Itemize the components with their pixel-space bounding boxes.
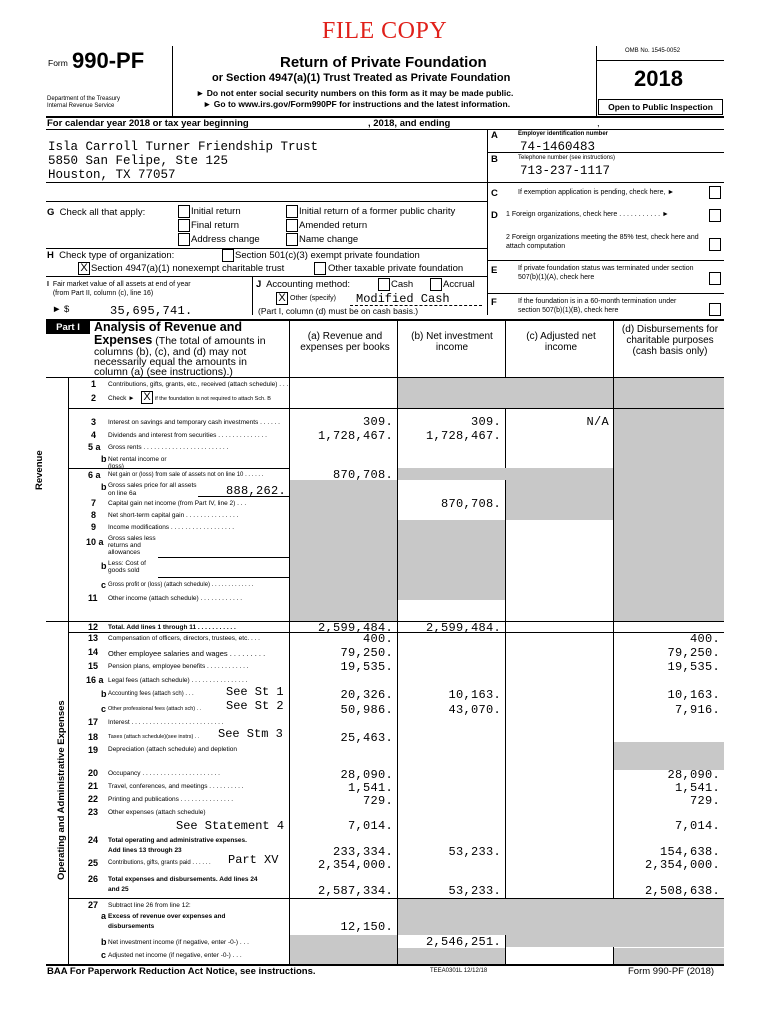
omb-number: OMB No. 1545-0052 <box>625 48 681 54</box>
part-1-desc-4: column (a) (see instructions).) <box>94 366 233 378</box>
line-26-col-d: 2,508,638. <box>644 884 720 898</box>
line-16c-col-a: 50,986. <box>340 703 393 717</box>
line-3-col-a: 309. <box>362 415 393 429</box>
cash-label: Cash <box>391 279 414 290</box>
line-24-col-b: 53,233. <box>448 845 501 859</box>
d1-checkbox[interactable] <box>709 209 721 222</box>
line-18-ref: See Stm 3 <box>218 727 283 741</box>
phone-value: 713-237-1117 <box>520 164 611 178</box>
calendar-year-label: For calendar year 2018 or tax year beginning <box>47 118 249 129</box>
other-method-value: Modified Cash <box>356 292 450 306</box>
line-16a: Legal fees (attach schedule) . . . . . . . . . . . . . . . . <box>108 677 248 684</box>
line-27b-col-b: 2,546,251. <box>425 935 501 949</box>
accrual-label: Accrual <box>443 279 475 290</box>
note-ssn: ► Do not enter social security numbers on this form as it may be made public. <box>196 88 514 98</box>
line-4: Dividends and interest from securities . . . . . . . . . . . . . . <box>108 432 267 439</box>
line-20-col-a: 28,090. <box>340 768 393 782</box>
d2-checkbox[interactable] <box>709 238 721 251</box>
line-16b-ref: See St 1 <box>226 685 284 699</box>
line-26-col-a: 2,587,334. <box>317 884 393 898</box>
line-24: Total operating and administrative expenses. Add lines 13 through 23 <box>108 837 247 854</box>
j-label: J Accounting method: <box>256 279 351 290</box>
line-14-col-d: 79,250. <box>667 646 720 660</box>
line-16c-col-d: 7,916. <box>674 703 720 717</box>
line-6a: Net gain or (loss) from sale of assets not on line 10 . . . . . . <box>108 472 264 478</box>
e-label: If private foundation status was terminated under section 507(b)(1)(A), check here <box>518 265 694 281</box>
line-27: Subtract line 26 from line 12: <box>108 902 191 909</box>
part-1-desc-3: necessarily equal the amounts in <box>94 356 247 368</box>
line-6b: Gross sales price for all assets on line 6a <box>108 482 197 497</box>
address-change-checkbox[interactable] <box>178 233 190 246</box>
line-22: Printing and publications . . . . . . . . . . . . . . . <box>108 796 234 803</box>
line-3: Interest on savings and temporary cash investments . . . . . . <box>108 419 280 426</box>
org-city: Houston, TX 77057 <box>48 168 176 182</box>
cash-checkbox[interactable] <box>378 278 390 291</box>
side-revenue-label: Revenue <box>34 450 45 490</box>
phone-label: Telephone number (see instructions) <box>518 155 616 161</box>
line-10a: Gross sales less returns and allowances <box>108 535 156 556</box>
address-change-label: Address change <box>191 234 260 245</box>
other-taxable-label: Other taxable private foundation <box>328 263 464 274</box>
line-12: Total. Add lines 1 through 11 . . . . . . . . . . . <box>108 624 236 631</box>
line-21-col-d: 1,541. <box>674 781 720 795</box>
line-16b-col-d: 10,163. <box>667 688 720 702</box>
form-number: 990-PF <box>72 48 145 73</box>
note-irs-link: ► Go to www.irs.gov/Form990PF for instructions and the latest information. <box>203 99 511 109</box>
accrual-checkbox[interactable] <box>430 278 442 291</box>
line-18: Taxes (attach schedule)(see instrs) . . <box>108 734 200 740</box>
open-to-public: Open to Public Inspection <box>598 99 723 115</box>
form-word: Form <box>48 58 68 68</box>
other-method-checkbox[interactable]: X <box>276 292 288 305</box>
side-expenses-label: Operating and Administrative Expenses <box>56 700 67 880</box>
i-label: I Fair market value of all assets at end of year (from Part II, column (c), line 16) <box>47 281 191 297</box>
d2-label: 2 Foreign organizations meeting the 85% test, check here and attach computation <box>506 234 699 250</box>
col-a-header: (a) Revenue and expenses per books <box>300 331 390 353</box>
line-25: Contributions, gifts, grants paid . . . . . . <box>108 860 211 866</box>
line-20-col-d: 28,090. <box>667 768 720 782</box>
line-26: Total expenses and disbursements. Add lines 24 and 25 <box>108 876 258 893</box>
f-checkbox[interactable] <box>709 303 721 316</box>
line-27b: Net investment income (if negative, enter -0-) . . . <box>108 939 249 946</box>
org-name: Isla Carroll Turner Friendship Trust <box>48 140 319 154</box>
tax-year: 2018 <box>634 66 683 91</box>
line-18-col-a: 25,463. <box>340 731 393 745</box>
initial-return-checkbox[interactable] <box>178 205 190 218</box>
dept-irs: Internal Revenue Service <box>47 103 115 109</box>
line-2-check: Check ► <box>108 395 135 402</box>
line-21-col-a: 1,541. <box>347 781 393 795</box>
line-20: Occupancy . . . . . . . . . . . . . . . . . . . . . . <box>108 770 220 777</box>
part-1-title: Analysis of Revenue and <box>94 320 242 334</box>
501c3-checkbox[interactable] <box>222 249 234 262</box>
line-10c: Gross profit or (loss) (attach schedule) . . . . . . . . . . . . . <box>108 582 254 588</box>
501c3-label: Section 501(c)(3) exempt private foundation <box>235 250 420 261</box>
fair-market-value: 35,695,741. <box>110 304 193 318</box>
col-b-header: (b) Net investment income <box>411 331 493 353</box>
line-7-col-b: 870,708. <box>440 497 501 511</box>
line-13-col-d: 400. <box>689 632 720 646</box>
line-23: Other expenses (attach schedule) <box>108 809 206 816</box>
other-taxable-checkbox[interactable] <box>314 262 326 275</box>
line-14-col-a: 79,250. <box>340 646 393 660</box>
line-22-col-a: 729. <box>362 794 393 808</box>
col-c-header: (c) Adjusted net income <box>526 331 596 353</box>
line-27a-col-a: 12,150. <box>340 920 393 934</box>
h-label: H Check type of organization: <box>47 250 175 261</box>
ein-label: Employer identification number <box>518 131 609 137</box>
line-13: Compensation of officers, directors, trustees, etc. . . . <box>108 635 260 642</box>
line-19: Depreciation (attach schedule) and depletion <box>108 746 238 753</box>
line-25-ref: Part XV <box>228 853 279 867</box>
line-10b: Less: Cost of goods sold <box>108 560 146 574</box>
line-16c: Other professional fees (attach sch) . . <box>108 706 202 712</box>
line-11: Other income (attach schedule) . . . . . . . . . . . . <box>108 595 243 602</box>
c-label: If exemption application is pending, check here, ► <box>518 189 675 196</box>
line-23-ref: See Statement 4 <box>176 819 285 833</box>
d1-label: 1 Foreign organizations, check here . . . . . . . . . . . ► <box>506 211 669 218</box>
line-26-col-b: 53,233. <box>448 884 501 898</box>
line-12-col-a: 2,599,484. <box>317 621 393 635</box>
file-copy-stamp: FILE COPY <box>322 18 448 44</box>
line-25-col-a: 2,354,000. <box>317 858 393 872</box>
line-1: Contributions, gifts, grants, etc., received (attach schedule) . . . <box>108 381 289 388</box>
line-27a: Excess of revenue over expenses and disbursements <box>108 913 226 930</box>
line-2: if the foundation is not required to attach Sch. B <box>155 396 271 402</box>
line-4-col-b: 1,728,467. <box>425 429 501 443</box>
line-3-col-b: 309. <box>470 415 501 429</box>
part-1-title-2: Expenses (The total of amounts in <box>94 333 266 347</box>
org-address: 5850 San Felipe, Ste 125 <box>48 154 229 168</box>
former-public-charity-checkbox[interactable] <box>286 205 298 218</box>
line-12-col-b: 2,599,484. <box>425 621 501 635</box>
col-d-header: (d) Disbursements for charitable purposes (cash basis only) <box>621 324 719 357</box>
e-checkbox[interactable] <box>709 272 721 285</box>
footer-code: TEEA0301L 12/12/18 <box>430 968 488 974</box>
line-15-col-a: 19,535. <box>340 660 393 674</box>
line-23-col-a: 7,014. <box>347 819 393 833</box>
line-5a: Gross rents . . . . . . . . . . . . . . . . . . . . . . . . <box>108 444 229 451</box>
4947-checkbox[interactable]: X <box>78 262 90 275</box>
g-label: G Check all that apply: <box>47 207 146 218</box>
line-16b: Accounting fees (attach sch) . . . <box>108 691 194 697</box>
line-7: Capital gain net income (from Part IV, line 2) . . . <box>108 500 247 507</box>
line-27c: Adjusted net income (if negative, enter -0-) . . . <box>108 952 242 959</box>
line-3-col-c: N/A <box>586 415 609 429</box>
cash-basis-note: (Part I, column (d) must be on cash basis.) <box>258 306 419 316</box>
part-1-label: Part I <box>46 321 90 334</box>
line-16c-ref: See St 2 <box>226 699 284 713</box>
c-checkbox[interactable] <box>709 186 721 199</box>
line-6b-value: 888,262. <box>225 484 286 498</box>
name-change-checkbox[interactable] <box>286 233 298 246</box>
footer-right: Form 990-PF (2018) <box>628 966 715 977</box>
i-dollar: ► $ <box>52 304 70 315</box>
part-1-desc-2: columns (b), (c), and (d) may not <box>94 346 247 358</box>
line-21: Travel, conferences, and meetings . . . . . . . . . . <box>108 783 244 790</box>
form-subtitle: or Section 4947(a)(1) Trust Treated as Private Foundation <box>212 72 511 84</box>
line-15-col-d: 19,535. <box>667 660 720 674</box>
line-9: Income modifications . . . . . . . . . . . . . . . . . . <box>108 524 235 531</box>
line-15: Pension plans, employee benefits . . . . . . . . . . . . <box>108 663 249 670</box>
line-17: Interest . . . . . . . . . . . . . . . . . . . . . . . . . . <box>108 719 224 726</box>
former-public-charity-label: Initial return of a former public charity <box>299 206 456 217</box>
form-title: Return of Private Foundation <box>280 54 487 71</box>
other-method-label: Other (specify) <box>290 295 336 302</box>
line-13-col-a: 400. <box>362 632 393 646</box>
initial-return-label: Initial return <box>191 206 241 217</box>
final-return-checkbox[interactable] <box>178 219 190 232</box>
line-14: Other employee salaries and wages . . . . . . . . . <box>108 649 266 658</box>
line-6a-col-a: 870,708. <box>332 468 393 482</box>
line-5b: Net rental income or (loss) <box>108 456 167 470</box>
line-2-checkbox[interactable]: X <box>141 391 153 404</box>
final-return-label: Final return <box>191 220 240 231</box>
amended-return-label: Amended return <box>299 220 368 231</box>
line-8: Net short-term capital gain . . . . . . . . . . . . . . . <box>108 512 239 519</box>
line-16c-col-b: 43,070. <box>448 703 501 717</box>
line-24-col-d: 154,638. <box>659 845 720 859</box>
line-24-col-a: 233,334. <box>332 845 393 859</box>
and-ending-label: , 2018, and ending <box>368 118 451 129</box>
line-16b-col-a: 20,326. <box>340 688 393 702</box>
line-4-col-a: 1,728,467. <box>317 429 393 443</box>
4947-label: Section 4947(a)(1) nonexempt charitable trust <box>91 263 285 274</box>
dept-treasury: Department of the Treasury <box>47 96 121 102</box>
amended-return-checkbox[interactable] <box>286 219 298 232</box>
f-label: If the foundation is in a 60-month termination under section 507(b)(1)(B), check here <box>518 298 677 314</box>
line-25-col-d: 2,354,000. <box>644 858 720 872</box>
footer-left: BAA For Paperwork Reduction Act Notice, see instructions. <box>47 966 316 977</box>
line-22-col-d: 729. <box>689 794 720 808</box>
line-16b-col-b: 10,163. <box>448 688 501 702</box>
name-change-label: Name change <box>299 234 359 245</box>
ein-value: 74-1460483 <box>520 140 596 154</box>
line-23-col-d: 7,014. <box>674 819 720 833</box>
